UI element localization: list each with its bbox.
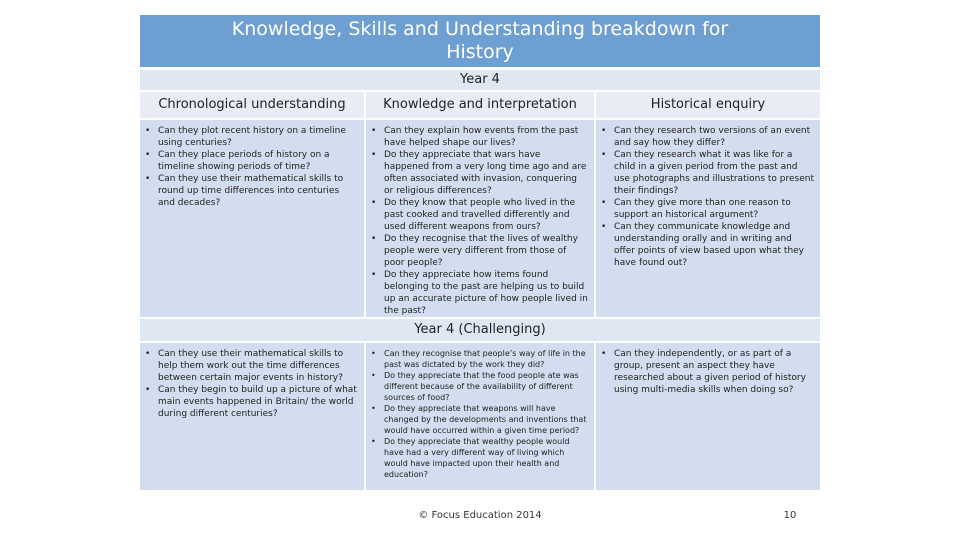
challenging-knowledge-list <box>366 343 594 480</box>
list-item: • Can they communicate knowledge and understanding orally and in writing and offer points of view based upon what they have found out? <box>614 221 814 269</box>
year4-enquiry-cell <box>596 120 820 317</box>
list-item: • Do they appreciate that the food people ate was different because of the availability of different sources of food? <box>384 370 588 403</box>
list-item: • Do they appreciate that weapons will have changed by the developments and inventions that would have occurred within a given time period? <box>384 403 588 436</box>
copyright-footer: © Focus Education 2014 <box>418 510 542 521</box>
list-item: • Can they recognise that people’s way of life in the past was dictated by the work they did? <box>384 348 588 370</box>
challenging-band: Year 4 (Challenging) <box>140 319 820 341</box>
year4-chronological-list <box>140 120 364 209</box>
challenging-enquiry-list <box>596 343 820 396</box>
list-item: • Do they appreciate how items found belonging to the past are helping us to build up an accurate picture of how people lived in the past? <box>384 269 588 317</box>
title-line-1: Knowledge, Skills and Understanding breakdown for <box>231 18 729 40</box>
list-item: • Can they use their mathematical skills to help them work out the time differences between certain major events in history? <box>158 348 358 384</box>
year4-band: Year 4 <box>140 70 820 90</box>
list-item: • Can they research two versions of an event and say how they differ? <box>614 125 814 149</box>
list-item: • Can they use their mathematical skills to round up time differences into centuries and decades? <box>158 173 358 209</box>
list-item: • Do they recognise that the lives of wealthy people were very different from those of poor people? <box>384 233 588 269</box>
list-item: • Can they place periods of history on a timeline showing periods of time? <box>158 149 358 173</box>
list-item: • Do they know that people who lived in the past cooked and travelled differently and used different weapons from ours? <box>384 197 588 233</box>
challenging-knowledge-cell <box>366 343 594 490</box>
challenging-enquiry-cell <box>596 343 820 490</box>
list-item: • Can they give more than one reason to support an historical argument? <box>614 197 814 221</box>
header-enquiry: Historical enquiry <box>596 92 820 118</box>
list-item: • Do they appreciate that wars have happened from a very long time ago and are often associated with invasion, conquering or religious differences? <box>384 149 588 197</box>
list-item: • Do they appreciate that wealthy people would have had a very different way of living which would have impacted upon their health and education? <box>384 436 588 480</box>
list-item: • Can they plot recent history on a timeline using centuries? <box>158 125 358 149</box>
header-chronological: Chronological understanding <box>140 92 364 118</box>
challenging-chronological-list <box>140 343 364 420</box>
year4-enquiry-list <box>596 120 820 269</box>
page-title <box>140 15 820 67</box>
list-item: • Can they explain how events from the past have helped shape our lives? <box>384 125 588 149</box>
list-item: • Can they research what it was like for a child in a given period from the past and use photographs and illustrations to present their findings? <box>614 149 814 197</box>
year4-knowledge-list <box>366 120 594 317</box>
header-knowledge: Knowledge and interpretation <box>366 92 594 118</box>
year4-knowledge-cell <box>366 120 594 317</box>
list-item: • Can they independently, or as part of a group, present an aspect they have researched about a given period of history using multi-media skills when doing so? <box>614 348 814 396</box>
page-number: 10 <box>783 510 797 521</box>
challenging-chronological-cell <box>140 343 364 490</box>
title-line-2: History <box>446 41 514 63</box>
list-item: • Can they begin to build up a picture of what main events happened in Britain/ the world during different centuries? <box>158 384 358 420</box>
year4-chronological-cell <box>140 120 364 317</box>
